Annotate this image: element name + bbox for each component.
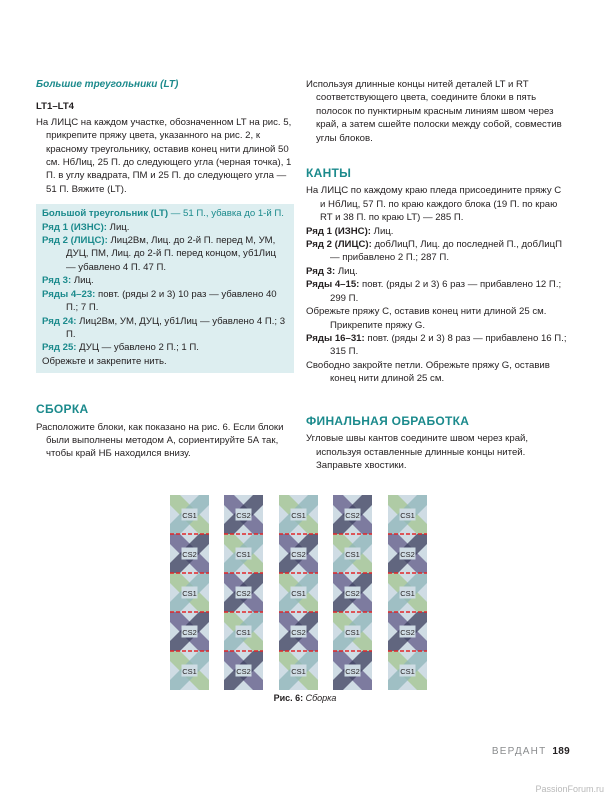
row-label: Ряд 1 (ИЗНС): bbox=[42, 221, 107, 233]
assembly-strip bbox=[224, 495, 263, 690]
block-label: CS2 bbox=[400, 628, 415, 637]
finishing-heading: ФИНАЛЬНАЯ ОБРАБОТКА bbox=[306, 414, 470, 428]
row-text: повт. (ряды 2 и 3) 8 раз — прибавлено 16 П.; 315 П. bbox=[330, 332, 567, 358]
assembly-block bbox=[333, 534, 372, 573]
assembly-block bbox=[170, 573, 209, 612]
assembly-block bbox=[333, 612, 372, 651]
assembly-block bbox=[224, 573, 263, 612]
block-label: CS2 bbox=[345, 589, 360, 598]
block-label: CS1 bbox=[291, 667, 306, 676]
box-title-rest: — 51 П., убавка до 1-й П. bbox=[168, 208, 284, 220]
assembly-strip bbox=[388, 495, 427, 690]
row-text: повт. (ряды 2 и 3) 10 раз — убавлено 40 П.; 7 П. bbox=[66, 288, 277, 314]
row-text: Лиц. bbox=[370, 225, 394, 237]
block-label: CS2 bbox=[291, 628, 306, 637]
row-text: Свободно закройте петли. Обрежьте пряжу G, оставив конец нити длиной 25 см. bbox=[306, 359, 550, 385]
block-label: CS1 bbox=[182, 589, 197, 598]
caption-label: Рис. 6: bbox=[273, 693, 304, 703]
footer-brand: ВЕРДАНТ bbox=[491, 746, 547, 757]
row-label: Ряд 2 (ЛИЦС): bbox=[42, 235, 108, 247]
row-text: Лиц. bbox=[335, 265, 358, 277]
lt-heading: Большие треугольники (LT) bbox=[36, 79, 179, 90]
row-label: Ряд 3: bbox=[306, 265, 336, 277]
assembly-heading: СБОРКА bbox=[36, 402, 89, 417]
page-number: 189 bbox=[552, 746, 570, 757]
assembly-block bbox=[388, 495, 427, 534]
block-label: CS2 bbox=[400, 550, 415, 559]
assembly-block bbox=[279, 612, 318, 651]
row-text: Лиц. bbox=[106, 221, 130, 233]
row-label: Ряд 1 (ИЗНС): bbox=[306, 225, 371, 237]
block-label: CS1 bbox=[182, 667, 197, 676]
assembly-block bbox=[170, 651, 209, 690]
assembly-block bbox=[224, 651, 263, 690]
figure-caption bbox=[0, 692, 610, 705]
row-label: Ряды 16–31: bbox=[306, 332, 365, 344]
block-label: CS2 bbox=[236, 667, 251, 676]
assembly-block bbox=[333, 573, 372, 612]
assembly-block bbox=[170, 612, 209, 651]
assembly-text: Расположите блоки, как показано на рис. 6. Если блоки были выполнены методом А, сориентируйте 5А так, чтобы край НБ находился внизу. bbox=[36, 421, 284, 460]
assembly-block bbox=[388, 612, 427, 651]
block-label: CS1 bbox=[400, 589, 415, 598]
lt-subheading: LT1–LT4 bbox=[36, 101, 75, 113]
box-closing: Обрежьте и закрепите нить. bbox=[42, 355, 167, 367]
assembly-block bbox=[279, 495, 318, 534]
caption-text: Сборка bbox=[303, 693, 337, 703]
row-text: Лиц2Вм, УМ, ДУЦ, уб1Лиц — убавлено 4 П.; 3 П. bbox=[66, 315, 286, 340]
finishing-text: Угловые швы кантов соедините швом через край, используя оставленные длинные концы нитей. Заправьте хвостики. bbox=[306, 433, 529, 472]
block-label: CS2 bbox=[236, 589, 251, 598]
row-label: Ряд 24: bbox=[42, 315, 77, 327]
block-label: CS2 bbox=[291, 550, 306, 559]
row-label: Ряды 4–15: bbox=[306, 279, 360, 291]
page-footer bbox=[492, 745, 570, 758]
block-label: CS2 bbox=[182, 550, 197, 559]
assembly-block bbox=[279, 651, 318, 690]
block-label: CS1 bbox=[345, 550, 360, 559]
assembly-block bbox=[224, 495, 263, 534]
block-label: CS1 bbox=[236, 550, 251, 559]
block-label: CS1 bbox=[291, 589, 306, 598]
row-label: Ряд 3: bbox=[42, 275, 72, 287]
assembly-block bbox=[388, 534, 427, 573]
assembly-block bbox=[224, 612, 263, 651]
assembly-block bbox=[333, 651, 372, 690]
row-label: Ряд 2 (ЛИЦС): bbox=[306, 239, 372, 251]
assembly-block bbox=[224, 534, 263, 573]
assembly-block bbox=[388, 573, 427, 612]
assembly-strip bbox=[333, 495, 372, 690]
block-label: CS1 bbox=[291, 511, 306, 520]
row-text: Лиц. bbox=[71, 275, 94, 287]
borders-intro: На ЛИЦС по каждому краю пледа присоедините пряжу С и НбЛиц, 57 П. по краю каждого блока (19 П. по краю RT и 38 П. по краю LT) — 285 П. bbox=[306, 185, 562, 224]
block-label: CS1 bbox=[182, 511, 197, 520]
watermark: PassionForum.ru bbox=[535, 784, 604, 794]
block-label: CS2 bbox=[182, 628, 197, 637]
assembly-block bbox=[279, 534, 318, 573]
row-label: Ряды 4–23: bbox=[42, 288, 96, 300]
block-label: CS2 bbox=[236, 511, 251, 520]
row-text: ДУЦ — убавлено 2 П.; 1 П. bbox=[76, 342, 199, 354]
block-label: CS2 bbox=[345, 667, 360, 676]
assembly-block bbox=[170, 534, 209, 573]
row-text: добЛицП, Лиц. до последней П., добЛицП — прибавлено 2 П.; 287 П. bbox=[330, 239, 563, 264]
row-text: Обрежьте пряжу С, оставив конец нити длиной 25 см. Прикрепите пряжу G. bbox=[306, 306, 547, 331]
assembly-block bbox=[333, 495, 372, 534]
lt-intro: На ЛИЦС на каждом участке, обозначенном LT на рис. 5, прикрепите пряжу цвета, указанного на рис. 2, к красному треугольнику, оставив конец нити длиной 50 см. НбЛиц, 25 П. до следующего угла (черная точка), 1 П. в углу квадрата, ПМ и 25 П. до следующего угла — 51 П. Вяжите (LT). bbox=[36, 116, 292, 195]
block-label: CS1 bbox=[400, 511, 415, 520]
assembly-block bbox=[279, 573, 318, 612]
assembly-block bbox=[170, 495, 209, 534]
assembly-strip bbox=[279, 495, 318, 690]
join-intro: Используя длинные концы нитей деталей LT и RT соответствующего цвета, соедините блоки в пять полосок по пунктирным красным линиям швом через край, а затем сшейте полоски между собой, совместив углы блоков. bbox=[306, 79, 562, 144]
row-text: повт. (ряды 2 и 3) 6 раз — прибавлено 12 П.; 299 П. bbox=[330, 279, 562, 304]
block-label: CS1 bbox=[236, 628, 251, 637]
assembly-strip bbox=[170, 495, 209, 690]
block-label: CS2 bbox=[345, 511, 360, 520]
block-label: CS1 bbox=[400, 667, 415, 676]
box-title-bold: Большой треугольник (LT) bbox=[42, 208, 169, 220]
row-text: Лиц2Вм, Лиц. до 2-й П. перед М, УМ, ДУЦ, ПМ, Лиц. до 2-й П. перед концом, уб1Лиц — убавлено 4 П. 47 П. bbox=[66, 235, 276, 273]
row-label: Ряд 25: bbox=[42, 342, 77, 354]
borders-heading: КАНТЫ bbox=[306, 166, 352, 181]
block-label: CS1 bbox=[345, 628, 360, 637]
assembly-block bbox=[388, 651, 427, 690]
